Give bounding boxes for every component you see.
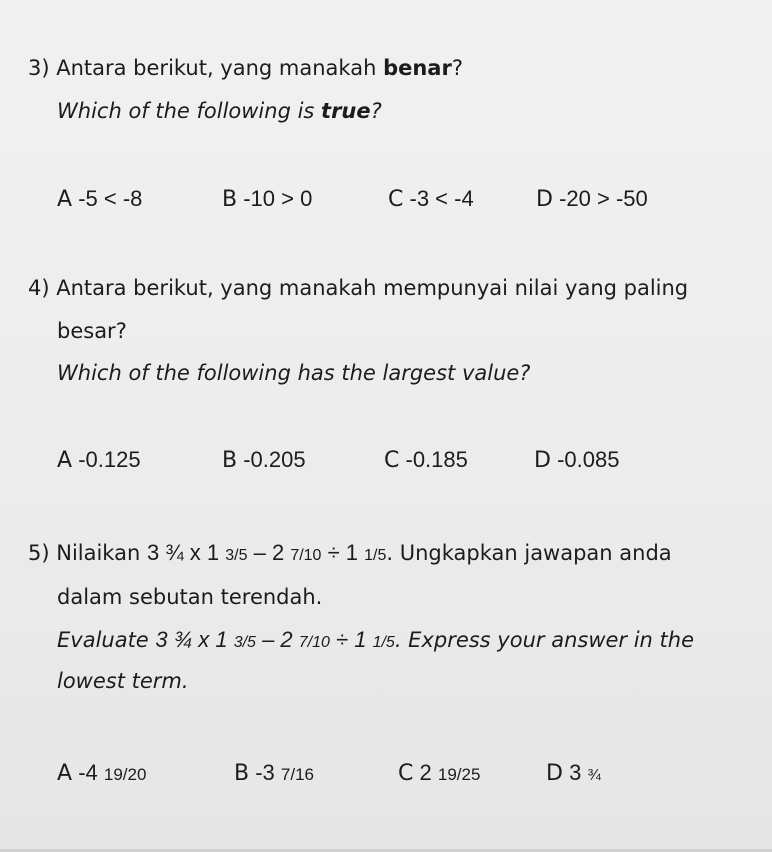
q5-expr-part: ÷ 1 xyxy=(329,627,373,652)
q5-expr-fraction: 1/5 xyxy=(372,634,395,651)
q5-option-b[interactable] xyxy=(234,760,314,786)
q5-expr-fraction: 7/10 xyxy=(298,634,330,651)
q4-option-text: -0.125 xyxy=(78,447,141,472)
q4-option-a[interactable] xyxy=(57,447,141,473)
q5-expression-italic xyxy=(155,627,395,652)
q5-expression xyxy=(146,540,387,565)
q5-option-letter: C xyxy=(398,761,414,786)
q3-malay-mark: ? xyxy=(451,56,463,80)
q4-option-text: -0.205 xyxy=(243,447,306,472)
q5-english-prefix: Evaluate xyxy=(57,628,156,652)
q4-english-prompt: Which of the following has the largest value? xyxy=(57,361,531,385)
q4-option-letter: C xyxy=(384,448,400,473)
q5-malay-line-2: dalam sebutan terendah. xyxy=(57,585,323,609)
q5-english-line-1 xyxy=(57,627,694,653)
q3-option-text: -5 < -8 xyxy=(78,186,143,211)
q5-expr-fraction: 7/10 xyxy=(290,547,322,564)
q5-malay-prefix: 5) Nilaikan xyxy=(28,541,147,565)
q5-option-c[interactable] xyxy=(398,760,480,786)
q5-malay-line-1 xyxy=(28,540,672,566)
q5-option-letter: B xyxy=(234,761,250,786)
q3-option-a[interactable] xyxy=(57,186,142,212)
q5-expr-fraction: 3/5 xyxy=(233,634,256,651)
q3-malay-text: 3) Antara berikut, yang manakah xyxy=(28,56,384,80)
q5-option-whole: -4 xyxy=(78,760,98,785)
q5-option-letter: D xyxy=(546,761,563,786)
q3-option-b[interactable] xyxy=(222,186,312,212)
q5-expr-part: ÷ 1 xyxy=(321,540,365,565)
q5-option-letter: A xyxy=(57,761,73,786)
q4-option-b[interactable] xyxy=(222,447,306,473)
q3-malay-bold: benar xyxy=(383,56,452,80)
q5-english-line-2: lowest term. xyxy=(57,669,189,693)
q4-malay-line-2: besar? xyxy=(57,319,127,343)
q5-option-fraction: 19/20 xyxy=(103,765,147,784)
q3-english-text: Which of the following is xyxy=(57,99,322,123)
q5-option-whole: 3 xyxy=(569,760,582,785)
q3-malay-prompt xyxy=(28,56,463,80)
q3-option-c[interactable] xyxy=(388,186,474,212)
q3-english-prompt xyxy=(57,99,382,123)
q5-expr-fraction: 3/5 xyxy=(225,547,248,564)
q4-option-letter: B xyxy=(222,448,238,473)
q5-option-fraction: 19/25 xyxy=(437,765,481,784)
q3-option-letter: B xyxy=(222,187,238,212)
q5-expr-part: – 2 xyxy=(247,540,291,565)
q5-expr-part: 3 ¾ x 1 xyxy=(146,540,226,565)
q3-english-bold: true xyxy=(321,99,371,123)
q4-option-c[interactable] xyxy=(384,447,468,473)
q4-option-d[interactable] xyxy=(534,447,619,473)
q3-option-letter: D xyxy=(536,187,553,212)
q5-option-fraction: 7/16 xyxy=(280,765,314,784)
q4-malay-line-1: 4) Antara berikut, yang manakah mempunyai nilai yang paling xyxy=(28,276,689,300)
q5-malay-suffix: . Ungkapkan jawapan anda xyxy=(386,541,672,565)
q5-expr-part: 3 ¾ x 1 xyxy=(155,627,234,652)
q3-english-mark: ? xyxy=(370,99,382,123)
q4-option-letter: A xyxy=(57,448,73,473)
q5-english-suffix: . Express your answer in the xyxy=(394,628,695,652)
q4-option-text: -0.185 xyxy=(405,447,468,472)
q5-expr-fraction: 1/5 xyxy=(364,547,387,564)
q3-option-text: -20 > -50 xyxy=(559,186,648,211)
q4-option-letter: D xyxy=(534,448,551,473)
q3-option-letter: A xyxy=(57,187,73,212)
q5-option-whole: -3 xyxy=(255,760,275,785)
q5-expr-part: – 2 xyxy=(255,627,299,652)
q5-option-whole: 2 xyxy=(419,760,432,785)
q3-option-d[interactable] xyxy=(536,186,648,212)
q5-option-fraction: ¾ xyxy=(587,767,601,784)
q5-option-a[interactable] xyxy=(57,760,146,786)
q3-option-letter: C xyxy=(388,187,404,212)
q3-option-text: -3 < -4 xyxy=(409,186,474,211)
q3-option-text: -10 > 0 xyxy=(243,186,313,211)
q5-option-d[interactable] xyxy=(546,760,601,786)
q4-option-text: -0.085 xyxy=(557,447,620,472)
